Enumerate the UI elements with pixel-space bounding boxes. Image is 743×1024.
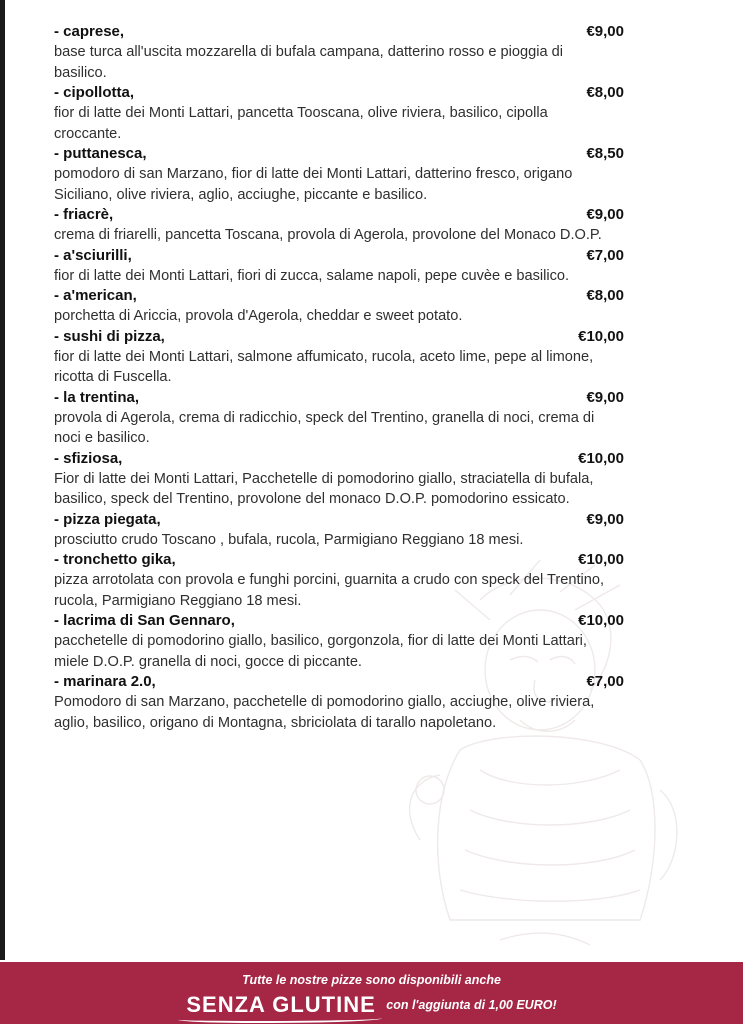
menu-item-description: provola di Agerola, crema di radicchio, speck del Trentino, granella di noci, crema di noci e basilico. xyxy=(54,409,595,446)
menu-item-name: - tronchetto gika, xyxy=(54,551,176,568)
gluten-free-swash xyxy=(178,1015,381,1023)
menu-item xyxy=(54,550,694,611)
menu-item xyxy=(54,22,694,83)
menu-item-description: crema di friarelli, pancetta Toscana, provola di Agerola, provolone del Monaco D.O.P. xyxy=(54,227,602,243)
pizza-menu-list xyxy=(54,22,694,733)
gluten-free-banner xyxy=(0,962,743,1024)
menu-item-price: €9,00 xyxy=(586,23,624,40)
menu-item-description: fior di latte dei Monti Lattari, pancetta Tooscana, olive riviera, basilico, cipolla croccante. xyxy=(54,105,548,142)
menu-item-description: Fior di latte dei Monti Lattari, Pacchetelle di pomodorino giallo, straciatella di bufala, basilico, speck del Trentino, provolone del monaco D.O.P. pomodorino essicato. xyxy=(54,470,594,507)
menu-item xyxy=(54,205,694,246)
menu-item xyxy=(54,246,694,287)
banner-gluten-free-line xyxy=(0,992,743,1018)
menu-item-price: €10,00 xyxy=(578,551,624,568)
menu-item xyxy=(54,611,694,672)
menu-item-price: €10,00 xyxy=(578,449,624,467)
menu-item-description: Pomodoro di san Marzano, pacchetelle di pomodorino giallo, acciughe, olive riviera, aglio, basilico, origano di Montagna, sbriciolata di tarallo napoletano. xyxy=(54,694,595,731)
menu-item-price: €10,00 xyxy=(578,327,624,345)
page-edge-line xyxy=(0,0,5,960)
menu-item-price: €10,00 xyxy=(578,612,624,629)
menu-item xyxy=(54,672,694,733)
menu-item xyxy=(54,83,694,144)
menu-item xyxy=(54,144,694,205)
menu-item-description: fior di latte dei Monti Lattari, fiori di zucca, salame napoli, pepe cuvèe e basilico. xyxy=(54,267,570,284)
gluten-free-label: SENZA GLUTINE xyxy=(186,992,376,1017)
menu-item-name: - pizza piegata, xyxy=(54,510,161,528)
menu-item-name: - friacrè, xyxy=(54,206,114,223)
menu-item-description: base turca all'uscita mozzarella di bufala campana, datterino rosso e pioggia di basilico. xyxy=(54,44,563,81)
menu-item-price: €8,00 xyxy=(586,84,624,101)
menu-item-name: - a'sciurilli, xyxy=(54,246,132,264)
menu-item-description: fior di latte dei Monti Lattari, salmone affumicato, rucola, aceto lime, pepe al limone, ricotta di Fuscella. xyxy=(54,348,594,385)
menu-item-price: €7,00 xyxy=(586,673,624,690)
menu-item xyxy=(54,449,694,510)
menu-item-name: - sushi di pizza, xyxy=(54,327,165,345)
menu-item-name: - caprese, xyxy=(54,23,125,40)
menu-item-description: pizza arrotolata con provola e funghi porcini, guarnita a crudo con speck del Trentino, rucola, Parmigiano Reggiano 18 mesi. xyxy=(54,572,605,609)
menu-item-name: - puttanesca, xyxy=(54,145,147,162)
banner-intro-text: Tutte le nostre pizze sono disponibili anche xyxy=(242,973,501,987)
menu-item-name: - cipollotta, xyxy=(54,84,134,101)
menu-item-price: €9,00 xyxy=(586,206,624,223)
menu-item xyxy=(54,286,694,327)
menu-item-name: - la trentina, xyxy=(54,388,140,406)
menu-item-name: - marinara 2.0, xyxy=(54,673,156,690)
menu-item xyxy=(54,327,694,388)
menu-item-price: €8,50 xyxy=(586,145,624,162)
menu-item-price: €9,00 xyxy=(586,510,624,528)
menu-item-description: pacchetelle di pomodorino giallo, basilico, gorgonzola, fior di latte dei Monti Lattari, miele D.O.P. granella di noci, gocce di piccante. xyxy=(54,633,587,670)
menu-item-price: €9,00 xyxy=(586,388,624,406)
menu-item-name: - a'merican, xyxy=(54,287,137,304)
menu-item-description: pomodoro di san Marzano, fior di latte dei Monti Lattari, datterino fresco, origano Siciliano, olive riviera, aglio, acciughe, piccante e basilico. xyxy=(54,166,573,203)
menu-item-description: prosciutto crudo Toscano , bufala, rucola, Parmigiano Reggiano 18 mesi. xyxy=(54,531,524,548)
menu-item xyxy=(54,388,694,449)
menu-item-price: €8,00 xyxy=(586,287,624,304)
menu-item-name: - sfiziosa, xyxy=(54,449,123,467)
gluten-free-logo xyxy=(186,992,375,1018)
gluten-free-surcharge-note: con l'aggiunta di 1,00 EURO! xyxy=(386,998,557,1012)
menu-item-name: - lacrima di San Gennaro, xyxy=(54,612,235,629)
menu-item-price: €7,00 xyxy=(586,246,624,264)
menu-item-description: porchetta di Ariccia, provola d'Agerola, cheddar e sweet potato. xyxy=(54,308,463,324)
menu-item xyxy=(54,510,694,551)
